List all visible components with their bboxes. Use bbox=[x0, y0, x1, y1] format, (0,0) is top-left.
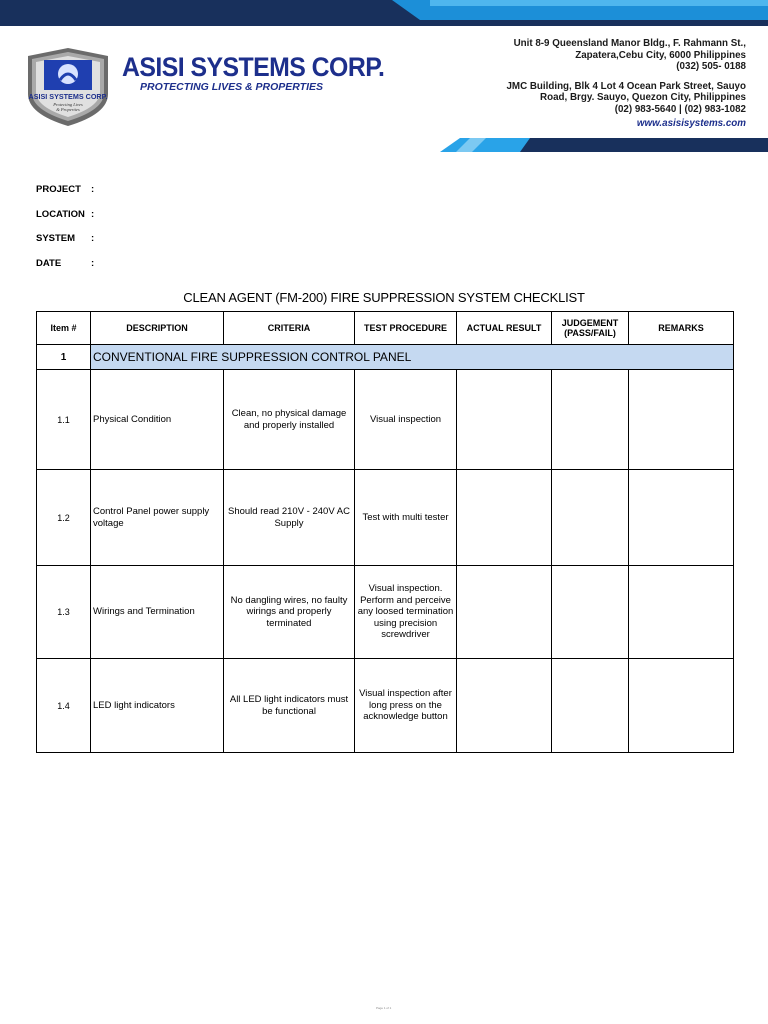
company-logo bbox=[22, 46, 114, 128]
item-test-procedure: Test with multi tester bbox=[355, 470, 457, 566]
column-header: ACTUAL RESULT bbox=[457, 312, 552, 345]
column-header: CRITERIA bbox=[224, 312, 355, 345]
logo-subtext: Protecting Lives bbox=[53, 102, 83, 107]
item-number: 1.4 bbox=[37, 659, 91, 753]
item-criteria: All LED light indicators must be functional bbox=[224, 659, 355, 753]
item-test-procedure: Visual inspection bbox=[355, 370, 457, 470]
item-criteria: No dangling wires, no faulty wirings and properly terminated bbox=[224, 566, 355, 659]
header-accent-stripe-light bbox=[430, 0, 768, 6]
svg-text:& Properties: & Properties bbox=[56, 107, 80, 112]
page-footer: Page 1 of 1 bbox=[376, 1006, 392, 1010]
actual-result-cell[interactable] bbox=[457, 470, 552, 566]
column-header: DESCRIPTION bbox=[91, 312, 224, 345]
item-criteria: Clean, no physical damage and properly installed bbox=[224, 370, 355, 470]
company-name: ASISI SYSTEMS CORP. bbox=[122, 52, 385, 82]
table-row bbox=[37, 659, 734, 753]
item-criteria: Should read 210V - 240V AC Supply bbox=[224, 470, 355, 566]
section-row bbox=[37, 345, 734, 370]
judgement-cell[interactable] bbox=[552, 370, 629, 470]
address-line: Zapatera,Cebu City, 6000 Philippines bbox=[575, 49, 746, 61]
judgement-cell[interactable] bbox=[552, 659, 629, 753]
field-label: PROJECT bbox=[36, 184, 81, 195]
phone-line: (032) 505- 0188 bbox=[676, 61, 746, 72]
company-tagline: PROTECTING LIVES & PROPERTIES bbox=[140, 81, 324, 93]
website-link[interactable]: www.asisisystems.com bbox=[636, 118, 746, 129]
item-description: LED light indicators bbox=[91, 659, 224, 753]
field-label: SYSTEM bbox=[36, 233, 76, 244]
logo-text: ASISI SYSTEMS CORP. bbox=[28, 92, 108, 101]
judgement-cell[interactable] bbox=[552, 470, 629, 566]
phone-line: (02) 983-5640 | (02) 983-1082 bbox=[614, 103, 746, 115]
item-test-procedure: Visual inspection. Perform and perceive any loosed termination using precision screwdriver bbox=[355, 566, 457, 659]
item-description: Wirings and Termination bbox=[91, 566, 224, 659]
actual-result-cell[interactable] bbox=[457, 370, 552, 470]
table-header-row bbox=[37, 312, 734, 345]
remarks-cell[interactable] bbox=[629, 370, 734, 470]
item-description: Control Panel power supply voltage bbox=[91, 470, 224, 566]
item-number: 1.2 bbox=[37, 470, 91, 566]
remarks-cell[interactable] bbox=[629, 659, 734, 753]
field-label: LOCATION bbox=[36, 208, 85, 220]
item-description: Physical Condition bbox=[91, 370, 224, 470]
address-line: Unit 8-9 Queensland Manor Bldg., F. Rahmann St., bbox=[513, 38, 746, 49]
table-row bbox=[37, 370, 734, 470]
column-header: TEST PROCEDURE bbox=[355, 312, 457, 345]
company-address bbox=[506, 38, 746, 130]
checklist-table bbox=[36, 311, 734, 753]
ribbon-light bbox=[440, 138, 530, 152]
remarks-cell[interactable] bbox=[629, 566, 734, 659]
table-row bbox=[37, 470, 734, 566]
table-row bbox=[37, 566, 734, 659]
actual-result-cell[interactable] bbox=[457, 566, 552, 659]
item-test-procedure: Visual inspection after long press on the acknowledge button bbox=[355, 659, 457, 753]
column-header: JUDGEMENT (PASS/FAIL) bbox=[552, 312, 629, 345]
address-line: Road, Brgy. Sauyo, Quezon City, Philippines bbox=[540, 92, 746, 103]
checklist-title: CLEAN AGENT (FM-200) FIRE SUPPRESSION SYSTEM CHECKLIST bbox=[183, 290, 585, 305]
item-number: 1.1 bbox=[37, 370, 91, 470]
section-number: 1 bbox=[37, 345, 91, 370]
remarks-cell[interactable] bbox=[629, 470, 734, 566]
item-number: 1.3 bbox=[37, 566, 91, 659]
ribbon-dark bbox=[488, 138, 768, 152]
field-label: DATE bbox=[36, 257, 62, 269]
judgement-cell[interactable] bbox=[552, 566, 629, 659]
column-header: Item # bbox=[37, 312, 91, 345]
address-line: JMC Building, Blk 4 Lot 4 Ocean Park Street, Sauyo bbox=[506, 80, 746, 92]
section-title: CONVENTIONAL FIRE SUPPRESSION CONTROL PANEL bbox=[91, 345, 734, 370]
actual-result-cell[interactable] bbox=[457, 659, 552, 753]
column-header: REMARKS bbox=[629, 312, 734, 345]
